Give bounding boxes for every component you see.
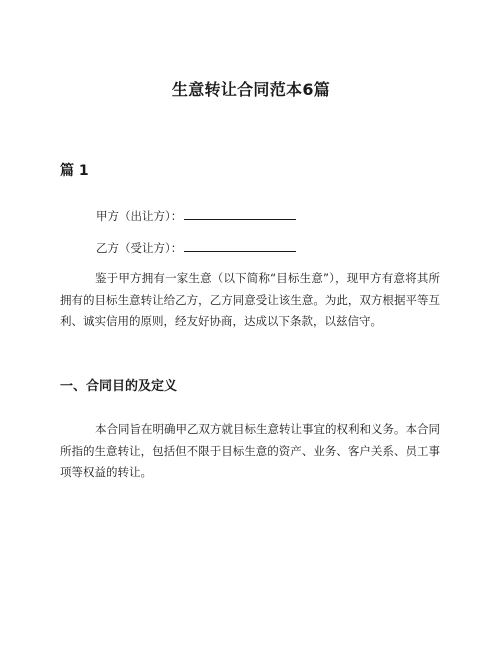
clause-1-paragraph: 本合同旨在明确甲乙双方就目标生意转让事宜的权利和义务。本合同所指的生意转让，包括但不限于目标生意的资产、业务、客户关系、员工事项等权益的转让。: [60, 422, 440, 479]
clause-1-heading: 一、合同目的及定义: [60, 379, 178, 394]
party-a-label: 甲方（出让方）：: [96, 209, 183, 223]
section-heading: 篇 1: [60, 163, 89, 179]
party-a-blank-line: [184, 208, 296, 220]
party-a-field: [96, 208, 296, 224]
party-b-label: 乙方（受让方）：: [96, 241, 183, 255]
document-title: 生意转让合同范本6篇: [171, 80, 331, 99]
party-b-field: [96, 240, 296, 256]
party-b-blank-line: [184, 240, 296, 252]
intro-paragraph: 鉴于甲方拥有一家生意（以下简称“目标生意”），现甲方有意将其所拥有的目标生意转让给乙方，乙方同意受让该生意。为此，双方根据平等互利、诚实信用的原则，经友好协商，达成以下条款，以兹信守。: [60, 271, 440, 328]
